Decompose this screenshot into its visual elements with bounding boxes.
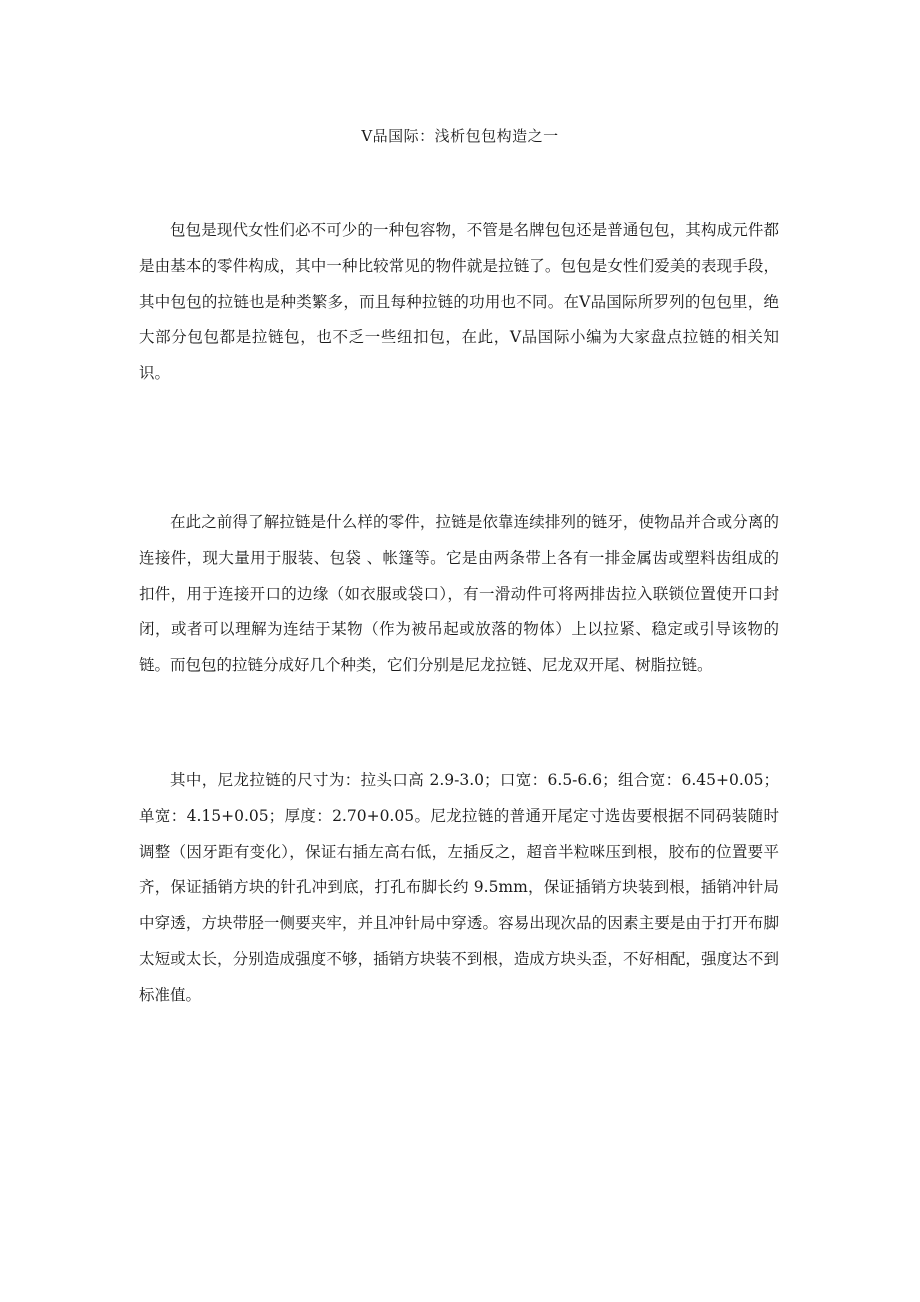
document-title: V品国际：浅析包包构造之一: [361, 127, 559, 145]
paragraph-intro: 包包是现代女性们必不可少的一种包容物，不管是名牌包包还是普通包包，其构成元件都是由基本的零件构成，其中一种比较常见的物件就是拉链了。包包是女性们爱美的表现手段，其中包包的拉链也是种类繁多，而且每种拉链的功用也不同。在V品国际所罗列的包包里，绝大部分包包都是拉链包，也不乏一些纽扣包，在此，V品国际小编为大家盘点拉链的相关知识。: [139, 221, 779, 383]
paragraph-nylon-zipper-specs: 其中，尼龙拉链的尺寸为：拉头口高 2.9-3.0；口宽：6.5-6.6；组合宽：6.45+0.05；单宽：4.15+0.05；厚度：2.70+0.05。尼龙拉链的普通开尾定寸选齿要根据不同码装随时调整（因牙距有变化），保证右插左高右低，左插反之，超音半粒咪压到根，胶布的位置要平齐，保证插销方块的针孔冲到底，打孔布脚长约 9.5mm，保证插销方块装到根，插销冲针局中穿透，方块带胫一侧要夹牢，并且冲针局中穿透。容易出现次品的因素主要是由于打开布脚太短或太长，分别造成强度不够，插销方块装不到根，造成方块头歪，不好相配，强度达不到标准值。: [139, 771, 779, 1004]
paragraph-zipper-definition: 在此之前得了解拉链是什么样的零件，拉链是依靠连续排列的链牙，使物品并合或分离的连接件，现大量用于服装、包袋 、帐篷等。它是由两条带上各有一排金属齿或塑料齿组成的扣件，用于连接开口的边缘（如衣服或袋口），有一滑动件可将两排齿拉入联锁位置使开口封闭，或者可以理解为连结于某物（作为被吊起或放落的物体）上以拉紧、稳定或引导该物的链。而包包的拉链分成好几个种类，它们分别是尼龙拉链、尼龙双开尾、树脂拉链。: [139, 513, 779, 675]
